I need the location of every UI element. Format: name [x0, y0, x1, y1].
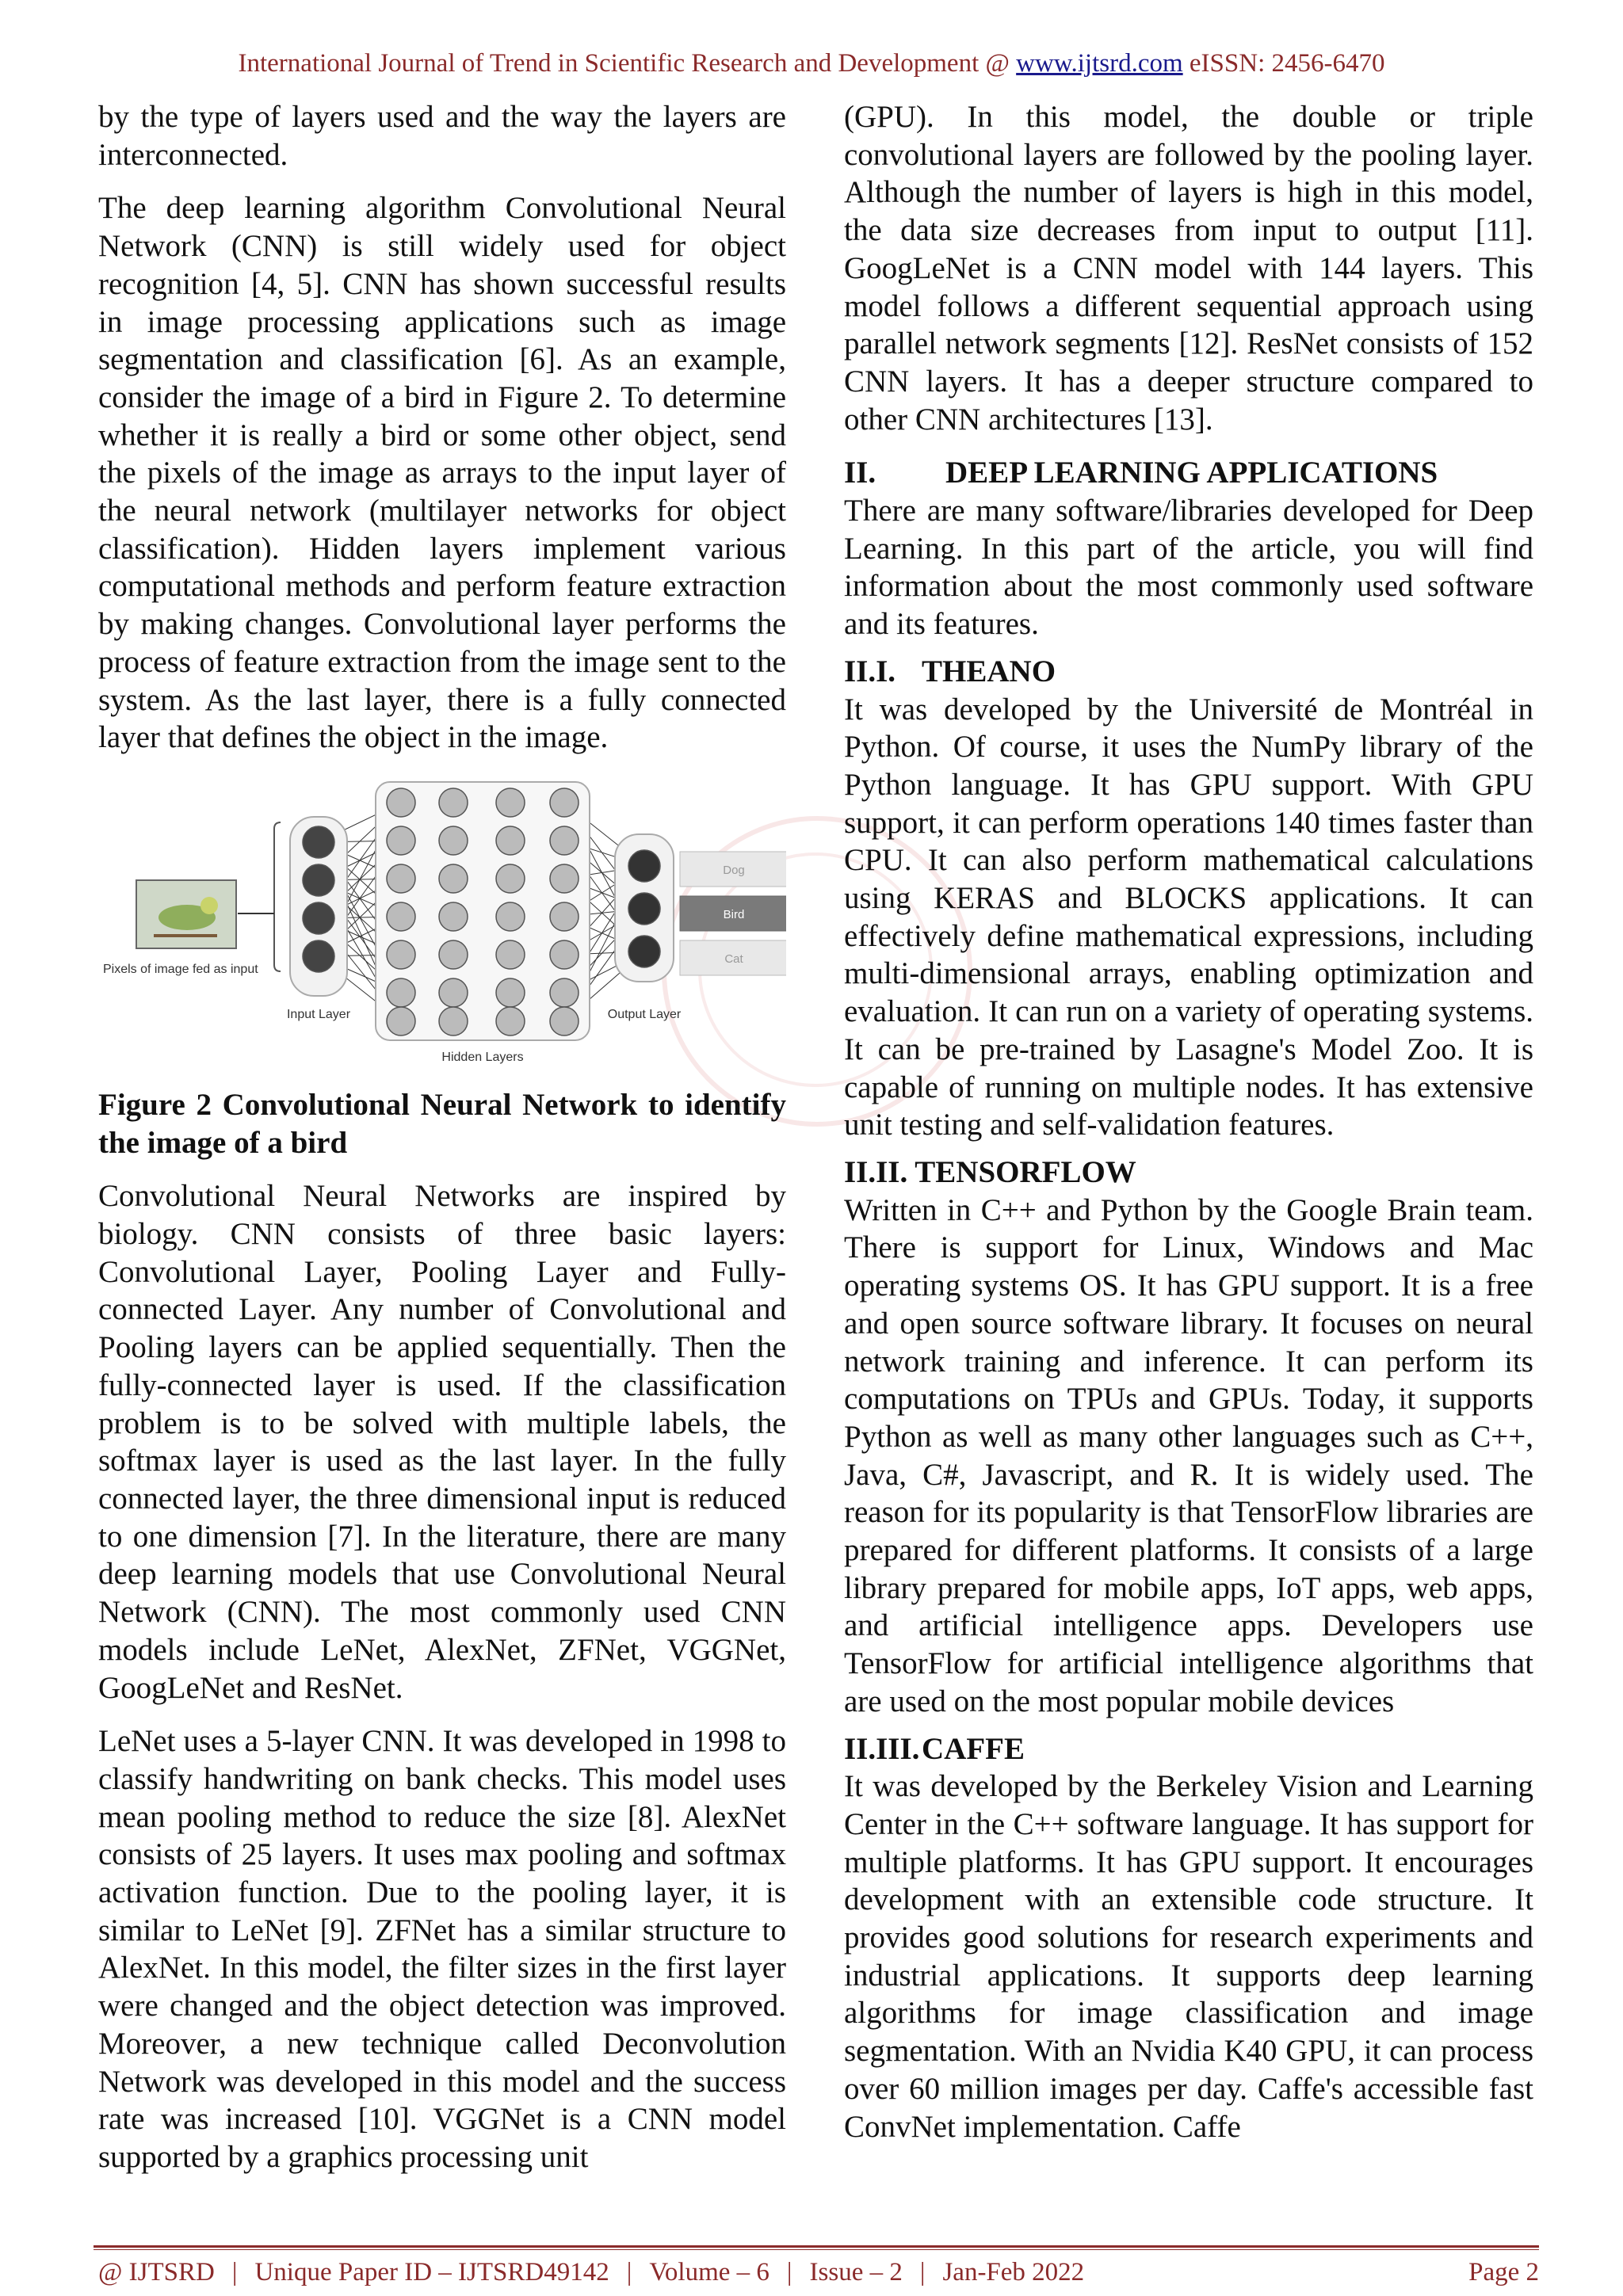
heading-text: THEANO	[922, 654, 1056, 688]
theano-paragraph: It was developed by the Université de Montréal in Python. Of course, it uses the NumPy library of the Python language. It has GPU support. With GPU support, it can perform operations 140 times faster than CPU. It can also perform mathematical calculations using KERAS and BLOCKS applications. It can effectively define mathematical expressions, including multi-dimensional arrays, enabling optimization and evaluation. It can run on a variety of operating systems. It can be pre-trained by Lasagne's Model Zoo. It is capable of running on multiple nodes. It has extensive unit testing and self-validation features.	[844, 692, 1533, 1142]
hidden-node	[439, 1007, 468, 1035]
heading-number: II.	[844, 456, 876, 490]
input-layer-label: Input Layer	[286, 1007, 351, 1021]
hidden-node	[439, 978, 468, 1007]
footer-separator: |	[786, 2258, 792, 2286]
hidden-node	[550, 940, 579, 969]
figure-caption: Figure 2 Convolutional Neural Network to identify the image of a bird	[98, 1087, 786, 1160]
input-node	[303, 826, 334, 858]
heading-caffe	[844, 1730, 1533, 1768]
footer-separator: |	[626, 2258, 632, 2286]
bird-head-shape	[200, 897, 218, 914]
heading-theano	[844, 653, 1533, 691]
running-footer	[98, 2258, 1539, 2287]
cnn-figure	[98, 779, 786, 1072]
header-website-link[interactable]: www.ijtsrd.com	[1016, 49, 1183, 78]
footer-page-number: Page 2	[1468, 2258, 1539, 2286]
hidden-node	[496, 940, 525, 969]
class-label-dog: Dog	[723, 863, 745, 877]
caffe-paragraph: It was developed by the Berkeley Vision and Learning Center in the C++ software language. It has support for multiple platforms. It has GPU support. It encourages development with an extensible code structure. It provides good solutions for research experiments and industrial applications. It supports deep learning algorithms for image classification and image segmentation. With an Nvidia K40 GPU, it can process over 60 million images per day. Caffe's accessible fast ConvNet implementation. Caffe	[844, 1769, 1533, 2144]
hidden-node	[496, 902, 525, 931]
footer-volume: Volume – 6	[649, 2258, 769, 2286]
heading-deep-learning-applications	[844, 454, 1533, 492]
tensorflow-paragraph: Written in C++ and Python by the Google Brain team. There is support for Linux, Windows and Mac operating systems OS. It has GPU support. It is a free and open source software library. It focuses on neural network training and inference. It can perform its computations on TPUs and GPUs. Today, it supports Python as well as many other languages such as C++, Java, C#, Javascript, and R. It is widely used. The reason for its popularity is that TensorFlow libraries are prepared for different platforms. It consists of a large library prepared for mobile apps, IoT apps, web apps, and artificial intelligence apps. Developers use TensorFlow for artificial intelligence algorithms that are used on the most popular mobile devices	[844, 1192, 1533, 1718]
output-node	[628, 850, 660, 882]
heading-number: II.III.	[844, 1731, 920, 1766]
output-layer-label: Output Layer	[607, 1007, 682, 1021]
hidden-node	[550, 864, 579, 893]
left-paragraph-3: Convolutional Neural Networks are inspired by biology. CNN consists of three basic layers: Convolutional Layer, Pooling Layer and Fully-connected Layer. Any number of Convolutional and Pooling layers can be applied sequentially. Then the fully-connected layer is used. If the classification problem is to be solved with multiple labels, the softmax layer is used as the last layer. In the fully connected layer, the three dimensional input is reduced to one dimension [7]. In the literature, there are many deep learning models that use Convolutional Neural Network (CNN). The most commonly used CNN models include LeNet, AlexNet, ZFNet, VGGNet, GoogLeNet and ResNet.	[98, 1179, 786, 1705]
heading-number: II.I.	[844, 654, 896, 688]
heading-tensorflow: II.II. TENSORFLOW	[844, 1154, 1136, 1189]
hidden-node	[387, 788, 415, 817]
footer-journal: @ IJTSRD	[98, 2258, 215, 2286]
footer-separator: |	[231, 2258, 238, 2286]
footer-date: Jan-Feb 2022	[942, 2258, 1085, 2286]
class-label-cat: Cat	[724, 952, 743, 966]
input-node	[303, 940, 334, 972]
hidden-node	[439, 788, 468, 817]
right-paragraph-1: (GPU). In this model, the double or triple convolutional layers are followed by the pooling layer. Although the number of layers is high in this model, the data size decreases from input to output [11]. GoogLeNet is a CNN model with 144 layers. This model follows a different sequential approach using parallel network segments [12]. ResNet consists of 152 CNN layers. It has a deeper structure compared to other CNN architectures [13].	[844, 100, 1533, 437]
cnn-diagram	[98, 779, 786, 1072]
input-node	[303, 902, 334, 934]
hidden-node	[439, 864, 468, 893]
applications-paragraph: There are many software/libraries developed for Deep Learning. In this part of the article, you will find information about the most commonly used software and its features.	[844, 494, 1533, 642]
running-header	[0, 49, 1623, 78]
hidden-node	[439, 940, 468, 969]
output-node	[628, 936, 660, 967]
hidden-node	[439, 902, 468, 931]
hidden-layers-label: Hidden Layers	[441, 1050, 524, 1064]
input-node	[303, 864, 334, 896]
hidden-node	[550, 788, 579, 817]
footer-paper-id: Unique Paper ID – IJTSRD49142	[254, 2258, 609, 2286]
hidden-node	[496, 978, 525, 1007]
hidden-node	[387, 826, 415, 855]
hidden-node	[496, 788, 525, 817]
input-bracket	[274, 822, 281, 971]
left-column	[98, 98, 786, 2176]
hidden-node	[496, 826, 525, 855]
pixels-label: Pixels of image fed as input	[103, 962, 258, 976]
hidden-node	[550, 826, 579, 855]
footer-rule-thin	[94, 2249, 1539, 2250]
hidden-node	[550, 978, 579, 1007]
class-label-bird: Bird	[723, 907, 745, 921]
footer-rule	[94, 2245, 1539, 2248]
header-journal-name: International Journal of Trend in Scientific Research and Development @	[238, 49, 1017, 78]
hidden-node	[387, 978, 415, 1007]
hidden-node	[550, 1007, 579, 1035]
heading-text: DEEP LEARNING APPLICATIONS	[945, 456, 1438, 490]
output-node	[628, 893, 660, 925]
left-paragraph-4: LeNet uses a 5-layer CNN. It was developed in 1998 to classify handwriting on bank checks. This model uses mean pooling method to reduce the size [8]. AlexNet consists of 25 layers. It uses max pooling and softmax activation function. Due to the pooling layer, it is similar to LeNet [9]. ZFNet has a similar structure to AlexNet. In this model, the filter sizes in the first layer were changed and the object detection was improved. Moreover, a new technique called Deconvolution Network was developed in this model and the success rate was increased [10]. VGGNet is a CNN model supported by a graphics processing unit	[98, 1724, 786, 2174]
hidden-node	[387, 864, 415, 893]
hidden-node	[439, 826, 468, 855]
hidden-node	[496, 1007, 525, 1035]
hidden-node	[496, 864, 525, 893]
footer-issue: Issue – 2	[809, 2258, 903, 2286]
header-issn: eISSN: 2456-6470	[1182, 49, 1385, 78]
left-paragraph-2: The deep learning algorithm Convolutional Neural Network (CNN) is still widely used for object recognition [4, 5]. CNN has shown successful results in image processing applications such as image segmentation and classification [6]. As an example, consider the image of a bird in Figure 2. To determine whether it is really a bird or some other object, send the pixels of the image as arrays to the input layer of the neural network (multilayer networks for object classification). Hidden layers implement various computational methods and perform feature extraction by making changes. Convolutional layer performs the process of feature extraction from the image sent to the system. As the last layer, there is a fully connected layer that defines the object in the image.	[98, 191, 786, 755]
footer-separator: |	[919, 2258, 926, 2286]
left-paragraph-1: by the type of layers used and the way the layers are interconnected.	[98, 100, 786, 172]
hidden-node	[387, 902, 415, 931]
heading-text: CAFFE	[922, 1731, 1025, 1766]
hidden-node	[387, 940, 415, 969]
right-column	[844, 98, 1533, 2145]
hidden-node	[550, 902, 579, 931]
hidden-node	[387, 1007, 415, 1035]
